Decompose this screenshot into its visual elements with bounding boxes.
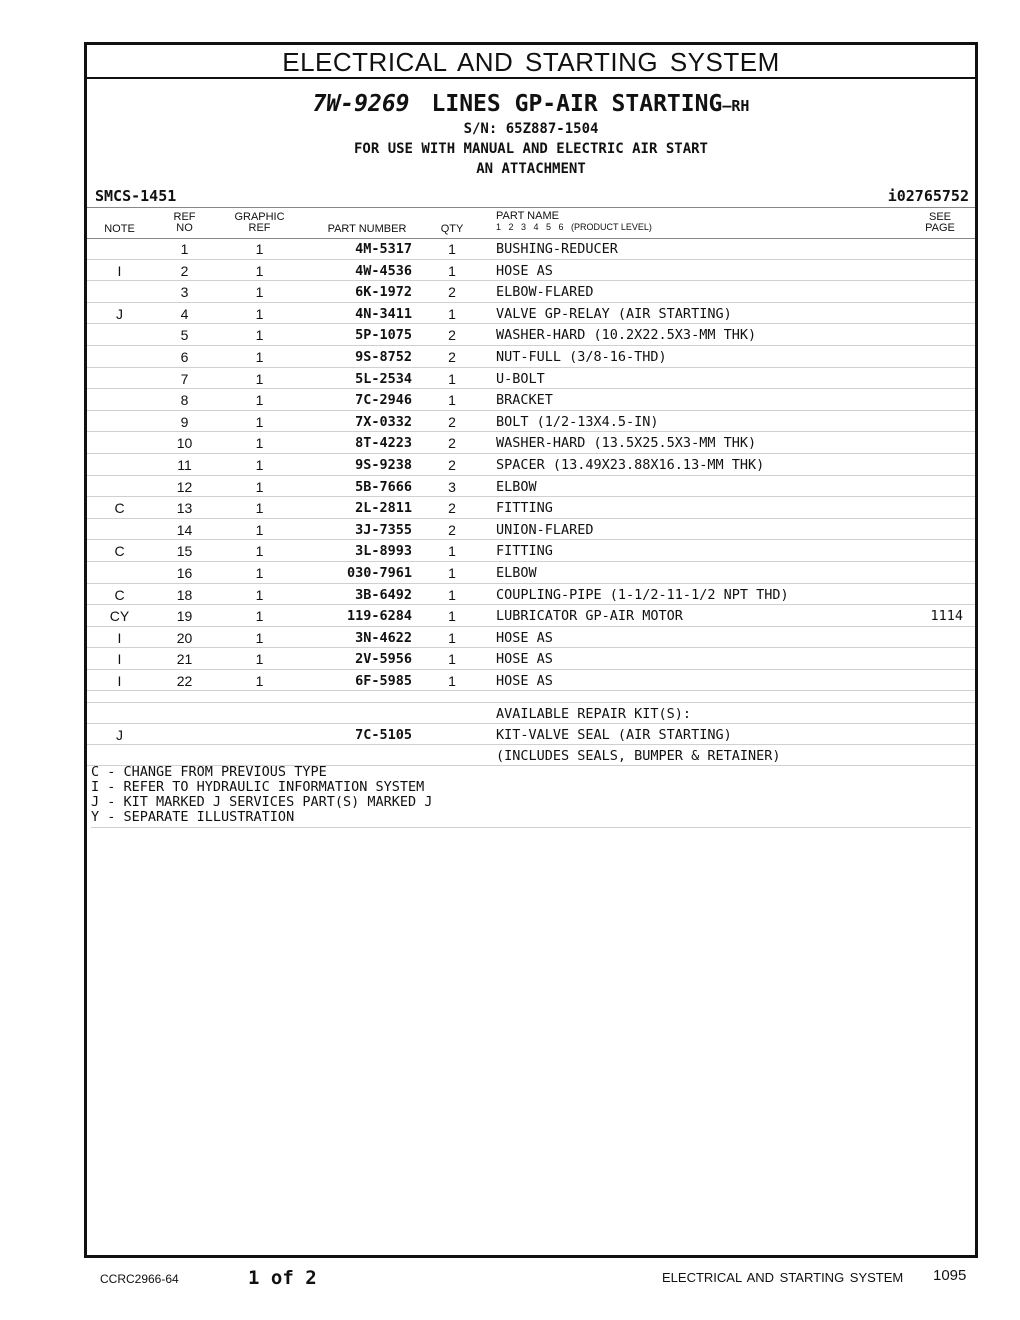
row-part-number: 7X-0332 [355,413,412,430]
row-graphic-ref: 1 [255,586,264,603]
row-part-number: 5P-1075 [355,327,412,344]
row-note: I [117,672,122,689]
row-note: I [117,629,122,646]
row-quantity: 1 [448,586,456,603]
row-part-number: 2V-5956 [355,651,412,668]
row-note: J [116,305,123,322]
row-quantity: 1 [448,608,456,625]
kit-heading-row [87,703,975,724]
row-part-name: HOSE AS [496,672,553,689]
group-header [87,89,975,179]
footer-doc-code: CCRC2966-64 [100,1272,179,1286]
table-row [87,238,975,260]
footer-system: ELECTRICAL AND STARTING SYSTEM [662,1270,904,1285]
row-part-number: 3N-4622 [355,629,412,646]
row-part-number: 8T-4223 [355,435,412,452]
table-row [87,303,975,325]
row-part-number: 9S-9238 [355,456,412,473]
row-quantity: 3 [448,478,456,495]
row-part-number: 4M-5317 [355,241,412,257]
row-graphic-ref: 1 [255,608,264,625]
row-part-number: 119-6284 [346,608,412,625]
smcs-code: SMCS-1451 [95,187,177,205]
row-ref-number: 20 [176,629,193,646]
row-part-number: 4N-3411 [355,305,412,322]
row-quantity: 1 [448,392,456,409]
row-graphic-ref: 1 [255,284,264,301]
row-graphic-ref: 1 [255,629,264,646]
table-row [87,627,975,649]
row-part-name: BUSHING-REDUCER [496,241,618,257]
table-row [87,497,975,519]
row-note: C [114,586,125,603]
row-ref-number: 18 [176,586,193,603]
notes-legend [91,765,971,828]
row-note: C [114,500,125,517]
table-row [87,476,975,498]
row-ref-number: 2 [180,262,189,279]
row-graphic-ref: 1 [255,521,264,538]
header-graphic-bottom: REF [248,222,271,234]
kit-part-number: 7C-5105 [355,727,412,743]
row-graphic-ref: 1 [255,456,264,473]
row-ref-number: 5 [180,327,189,344]
row-part-name: LUBRICATOR GP-AIR MOTOR [496,608,683,625]
row-part-name: ELBOW [496,564,537,581]
row-graphic-ref: 1 [255,478,264,495]
row-ref-number: 7 [180,370,189,387]
row-quantity: 2 [448,413,456,430]
row-part-name: HOSE AS [496,651,553,668]
group-suffix: —RH [722,97,750,115]
row-part-number: 2L-2811 [355,500,412,517]
table-row [87,346,975,368]
row-part-name: UNION-FLARED [496,521,594,538]
row-part-number: 4W-4536 [355,262,412,279]
table-row [87,260,975,282]
row-quantity: 2 [448,435,456,452]
row-part-name: FITTING [496,500,553,517]
header-see-top: SEE [928,211,951,223]
row-part-name: NUT-FULL (3/8-16-THD) [496,348,667,365]
table-row [87,605,975,627]
group-name: LINES GP-AIR STARTING [431,91,723,117]
table-row [87,411,975,433]
header-part-name-label: PART NAME [496,210,559,222]
row-part-name: BRACKET [496,392,553,409]
row-ref-number: 14 [176,521,193,538]
row-ref-number: 3 [180,284,189,301]
smcs-row [93,185,969,205]
kit-includes: (INCLUDES SEALS, BUMPER & RETAINER) [496,748,781,764]
row-ref-number: 1 [180,241,189,257]
row-graphic-ref: 1 [255,241,264,257]
row-part-name: FITTING [496,543,553,560]
row-part-name: WASHER-HARD (13.5X25.5X3-MM THK) [496,435,757,452]
row-graphic-ref: 1 [255,327,264,344]
group-number: 7W-9269 [312,91,410,117]
row-part-name: ELBOW-FLARED [496,284,594,301]
row-quantity: 1 [448,651,456,668]
row-graphic-ref: 1 [255,392,264,409]
row-graphic-ref: 1 [255,262,264,279]
kit-name: KIT-VALVE SEAL (AIR STARTING) [496,727,732,743]
row-part-name: HOSE AS [496,262,553,279]
row-graphic-ref: 1 [255,413,264,430]
illustration-id: i02765752 [887,187,969,205]
row-part-number: 3B-6492 [355,586,412,603]
row-ref-number: 15 [176,543,193,560]
row-quantity: 1 [448,629,456,646]
row-quantity: 2 [448,456,456,473]
kit-heading: AVAILABLE REPAIR KIT(S): [496,706,692,722]
row-ref-number: 4 [180,305,189,322]
row-part-number: 3L-8993 [355,543,412,560]
row-part-name: SPACER (13.49X23.88X16.13-MM THK) [496,456,765,473]
header-graphic-ref [227,212,292,234]
row-part-name: BOLT (1/2-13X4.5-IN) [496,413,659,430]
parts-page-frame [84,42,978,1258]
row-quantity: 2 [448,348,456,365]
header-graphic-top: GRAPHIC [234,211,285,223]
kit-note: J [116,727,123,743]
section-title: ELECTRICAL AND STARTING SYSTEM [87,45,975,79]
row-note: I [117,262,122,279]
row-quantity: 2 [448,327,456,344]
note-line: J - KIT MARKED J SERVICES PART(S) MARKED J [91,794,433,810]
header-qty: QTY [440,223,464,235]
row-graphic-ref: 1 [255,305,264,322]
usage-line-2: AN ATTACHMENT [476,161,586,177]
row-quantity: 1 [448,672,456,689]
header-note: NOTE [104,223,135,235]
row-quantity: 1 [448,564,456,581]
table-row [87,670,975,692]
row-quantity: 2 [448,500,456,517]
kit-includes-row [87,745,975,766]
row-ref-number: 22 [176,672,193,689]
row-part-name: WASHER-HARD (10.2X22.5X3-MM THK) [496,327,757,344]
header-see-page [917,212,963,234]
serial-number-range: S/N: 65Z887-1504 [463,121,599,137]
row-note: CY [109,608,130,625]
table-row [87,324,975,346]
table-row [87,432,975,454]
group-title [87,89,975,119]
note-line: I - REFER TO HYDRAULIC INFORMATION SYSTEM [91,779,425,795]
row-part-number: 3J-7355 [355,521,412,538]
row-ref-number: 12 [176,478,193,495]
row-graphic-ref: 1 [255,564,264,581]
row-ref-number: 13 [176,500,193,517]
row-part-number: 5L-2534 [355,370,412,387]
row-note: C [114,543,125,560]
row-graphic-ref: 1 [255,651,264,668]
row-quantity: 1 [448,305,456,322]
footer-page-of: 1 of 2 [248,1267,317,1289]
row-quantity: 2 [448,284,456,301]
header-ref-no [167,212,202,234]
row-graphic-ref: 1 [255,435,264,452]
row-ref-number: 11 [177,456,192,473]
row-part-number: 030-7961 [346,564,412,581]
table-row [87,562,975,584]
table-row [87,584,975,606]
row-part-name: VALVE GP-RELAY (AIR STARTING) [496,305,732,322]
row-part-name: ELBOW [496,478,537,495]
note-line: Y - SEPARATE ILLUSTRATION [91,809,295,825]
row-ref-number: 9 [180,413,189,430]
row-quantity: 2 [448,521,456,538]
row-part-name: U-BOLT [496,370,545,387]
note-line: C - CHANGE FROM PREVIOUS TYPE [91,764,327,780]
table-row [87,389,975,411]
kit-row [87,724,975,745]
row-part-number: 5B-7666 [355,478,412,495]
row-part-number: 7C-2946 [355,392,412,409]
row-graphic-ref: 1 [255,370,264,387]
header-see-bottom: PAGE [925,222,955,234]
table-row [87,648,975,670]
row-see-page: 1114 [930,608,963,625]
row-ref-number: 19 [176,608,193,625]
row-quantity: 1 [448,370,456,387]
parts-list [87,238,975,691]
row-part-number: 6K-1972 [355,284,412,301]
table-row [87,368,975,390]
row-ref-number: 10 [176,435,193,452]
row-ref-number: 16 [176,564,193,581]
row-ref-number: 8 [180,392,189,409]
kit-spacer [87,692,975,703]
table-row [87,519,975,541]
header-product-level: 1 2 3 4 5 6 (PRODUCT LEVEL) [496,222,652,232]
page-footer [0,1262,1020,1292]
row-graphic-ref: 1 [255,543,264,560]
column-headers [87,207,975,239]
table-row [87,454,975,476]
header-part-name [496,211,652,233]
repair-kit-section [87,692,975,766]
row-part-number: 6F-5985 [355,672,412,689]
row-quantity: 1 [448,241,456,257]
row-part-name: HOSE AS [496,629,553,646]
usage-line-1: FOR USE WITH MANUAL AND ELECTRIC AIR START [353,141,708,157]
table-row [87,540,975,562]
footer-page-number: 1095 [933,1267,967,1284]
row-ref-number: 6 [180,348,189,365]
table-row [87,281,975,303]
row-note: I [117,651,122,668]
header-part-number: PART NUMBER [327,223,407,235]
row-quantity: 1 [448,262,456,279]
row-part-number: 9S-8752 [355,348,412,365]
row-quantity: 1 [448,543,456,560]
row-graphic-ref: 1 [255,672,264,689]
row-graphic-ref: 1 [255,348,264,365]
row-part-name: COUPLING-PIPE (1-1/2-11-1/2 NPT THD) [496,586,789,603]
row-ref-number: 21 [176,651,193,668]
header-ref-bottom: NO [176,222,193,234]
row-graphic-ref: 1 [255,500,264,517]
header-ref-top: REF [173,211,196,223]
